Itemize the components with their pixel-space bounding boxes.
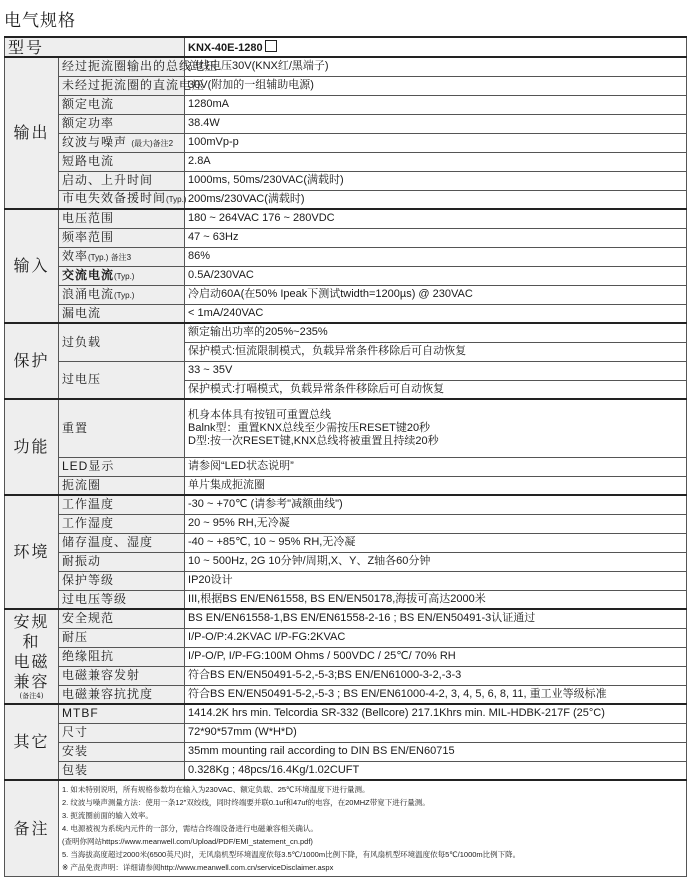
spec-label: 安装 — [59, 742, 185, 761]
spec-value: 20 ~ 95% RH,无冷凝 — [185, 514, 687, 533]
spec-value: 2.8A — [185, 152, 687, 171]
spec-label: 电磁兼容抗扰度 — [59, 685, 185, 704]
spec-value: -30 ~ +70℃ (请参考"减额曲线") — [185, 495, 687, 514]
spec-label: 过电压 — [59, 361, 185, 399]
spec-label-cell — [59, 285, 185, 304]
category-output: 输出 — [5, 57, 59, 209]
model-cell — [185, 37, 687, 57]
note-line: ※ 产品免责声明：详细请参阅http://www.meanwell.com.cn/serviceDisclaimer.aspx — [62, 863, 334, 872]
spec-value: 1414.2K hrs min. Telcordia SR-332 (Bellcore) 217.1Khrs min. MIL-HDBK-217F (25°C) — [185, 704, 687, 723]
spec-value: 0.328Kg ; 48pcs/16.4Kg/1.02CUFT — [185, 761, 687, 780]
spec-label: 电磁兼容发射 — [59, 666, 185, 685]
spec-label: 额定功率 — [59, 114, 185, 133]
model-name: KNX-40E-1280 — [188, 41, 263, 54]
spec-label-note: (最大)备注2 — [131, 138, 174, 148]
spec-label: 包装 — [59, 761, 185, 780]
spec-label: 频率范围 — [59, 228, 185, 247]
model-label: 型号 — [5, 37, 185, 57]
spec-value: 33 ~ 35V — [185, 361, 687, 380]
spec-value: 请参阅“LED状态说明” — [185, 457, 687, 476]
spec-value: 单片集成扼流圈 — [185, 476, 687, 495]
spec-label: 扼流圈 — [59, 476, 185, 495]
spec-value: 200ms/230VAC(满载时) — [185, 190, 687, 209]
spec-label-note: (Typ.) — [166, 195, 187, 205]
spec-value: 1280mA — [185, 95, 687, 114]
checkbox-icon — [265, 40, 277, 52]
spec-label: 浪涌电流 — [62, 286, 115, 301]
spec-value: III,根据BS EN/EN61558, BS EN/EN50178,海拔可高达2000米 — [185, 590, 687, 609]
spec-label: 效率 — [62, 248, 89, 263]
spec-label-cell — [59, 190, 185, 209]
note-line: 4. 电源被视为系统内元件的一部分，需结合终端设备进行电磁兼容相关确认。 — [62, 824, 318, 833]
spec-label: 额定电流 — [59, 95, 185, 114]
spec-value: BS EN/EN61558-1,BS EN/EN61558-2-16 ; BS EN/EN50491-3认证通过 — [185, 609, 687, 628]
spec-label: 纹波与噪声 — [62, 134, 128, 149]
reset-line: 机身本体具有按钮可重置总线 — [188, 408, 332, 421]
category-function: 功能 — [5, 399, 59, 495]
spec-label: 漏电流 — [59, 304, 185, 323]
spec-value: 47 ~ 63Hz — [185, 228, 687, 247]
spec-value: < 1mA/240VAC — [185, 304, 687, 323]
spec-value: 38.4W — [185, 114, 687, 133]
spec-value: 0.5A/230VAC — [185, 266, 687, 285]
spec-value: 总线电压30V(KNX红/黑端子) — [185, 57, 687, 76]
spec-label: 尺寸 — [59, 723, 185, 742]
page-title: 电气规格 — [4, 11, 76, 31]
spec-label-note: (Typ.) — [114, 290, 135, 300]
spec-value — [185, 399, 687, 457]
spec-label-cell — [59, 266, 185, 285]
spec-label: 耐压 — [59, 628, 185, 647]
category-line: 电磁 — [13, 652, 50, 671]
spec-label: 市电失效备援时间 — [62, 191, 167, 206]
category-input: 输入 — [5, 209, 59, 323]
spec-value: 保护模式:恒流限制模式，负载异常条件移除后可自动恢复 — [185, 342, 687, 361]
spec-label: 交流电流 — [62, 267, 115, 282]
note-line: 5. 当海拔高度超过2000米(6500英尺)时，无风扇机型环境温度依每3.5℃/1000m比例下降，有风扇机型环境温度依每5℃/1000m比例下降。 — [62, 850, 521, 859]
spec-value: 100mVp-p — [185, 133, 687, 152]
spec-label: 保护等级 — [59, 571, 185, 590]
spec-label: 过负载 — [59, 323, 185, 361]
spec-value: 保护模式:打嗝模式，负载异常条件移除后可自动恢复 — [185, 380, 687, 399]
spec-value: 72*90*57mm (W*H*D) — [185, 723, 687, 742]
spec-value: 符合BS EN/EN50491-5-2,-5-3 ; BS EN/EN61000-4-2, 3, 4, 5, 6, 8, 11, 重工业等级标准 — [185, 685, 687, 704]
spec-label-note: (Typ.) — [114, 271, 135, 281]
spec-value: -40 ~ +85℃, 10 ~ 95% RH,无冷凝 — [185, 533, 687, 552]
spec-label: 储存温度、湿度 — [59, 533, 185, 552]
category-environment: 环境 — [5, 495, 59, 609]
spec-label: 经过扼流圈输出的总线电压 — [59, 57, 185, 76]
category-note: (备注4) — [19, 692, 44, 700]
spec-label: 安全规范 — [59, 609, 185, 628]
spec-value: 30V(附加的一组辅助电源) — [185, 76, 687, 95]
spec-label-cell — [59, 247, 185, 266]
category-notes: 备注 — [5, 780, 59, 877]
spec-value: 1000ms, 50ms/230VAC(满载时) — [185, 171, 687, 190]
spec-label: 工作温度 — [59, 495, 185, 514]
spec-label: 绝缘阻抗 — [59, 647, 185, 666]
category-protection: 保护 — [5, 323, 59, 399]
notes-block — [59, 780, 687, 877]
spec-label-note: (Typ.) 备注3 — [88, 252, 132, 262]
spec-label: 启动、上升时间 — [59, 171, 185, 190]
spec-value: I/P-O/P, I/P-FG:100M Ohms / 500VDC / 25℃/ 70% RH — [185, 647, 687, 666]
spec-label: 重置 — [59, 399, 185, 457]
category-safety-emc — [5, 609, 59, 704]
spec-value: IP20设计 — [185, 571, 687, 590]
spec-table — [4, 36, 687, 877]
spec-value: 符合BS EN/EN50491-5-2,-5-3;BS EN/EN61000-3-2,-3-3 — [185, 666, 687, 685]
spec-value: 额定输出功率的205%~235% — [185, 323, 687, 342]
spec-label: 电压范围 — [59, 209, 185, 228]
spec-label: 未经过扼流圈的直流电压 — [59, 76, 185, 95]
note-line: 1. 如未特别说明，所有规格参数均在输入为230VAC、额定负载、25℃环境温度下进行量测。 — [62, 785, 370, 794]
reset-line: D型:按一次RESET键,KNX总线将被重置且持续20秒 — [188, 434, 439, 447]
spec-value: 冷启动60A(在50% Ipeak下测试twidth=1200µs) @ 230VAC — [185, 285, 687, 304]
spec-value: I/P-O/P:4.2KVAC I/P-FG:2KVAC — [185, 628, 687, 647]
spec-label: LED显示 — [59, 457, 185, 476]
note-line: (查明你网站https://www.meanwell.com/Upload/PDF/EMI_statement_cn.pdf) — [62, 837, 313, 846]
spec-label: 过电压等级 — [59, 590, 185, 609]
spec-label: MTBF — [59, 704, 185, 723]
spec-value: 35mm mounting rail according to DIN BS EN/EN60715 — [185, 742, 687, 761]
category-others: 其它 — [5, 704, 59, 780]
spec-value: 10 ~ 500Hz, 2G 10分钟/周期,X、Y、Z轴各60分钟 — [185, 552, 687, 571]
spec-label-cell — [59, 133, 185, 152]
spec-label: 耐振动 — [59, 552, 185, 571]
spec-label: 短路电流 — [59, 152, 185, 171]
note-line: 3. 扼流圈前面的输入效率。 — [62, 811, 153, 820]
note-line: 2. 纹波与噪声测量方法：使用一条12"双绞线，同时终端要并联0.1uf和47uf的电容，在20MHZ带宽下进行量测。 — [62, 798, 430, 807]
spec-value: 180 ~ 264VAC 176 ~ 280VDC — [185, 209, 687, 228]
category-line: 兼容 — [13, 672, 50, 691]
spec-value: 86% — [185, 247, 687, 266]
reset-line: Balnk型：重置KNX总线至少需按压RESET键20秒 — [188, 421, 431, 434]
category-line: 安规和 — [13, 612, 50, 651]
spec-label: 工作湿度 — [59, 514, 185, 533]
